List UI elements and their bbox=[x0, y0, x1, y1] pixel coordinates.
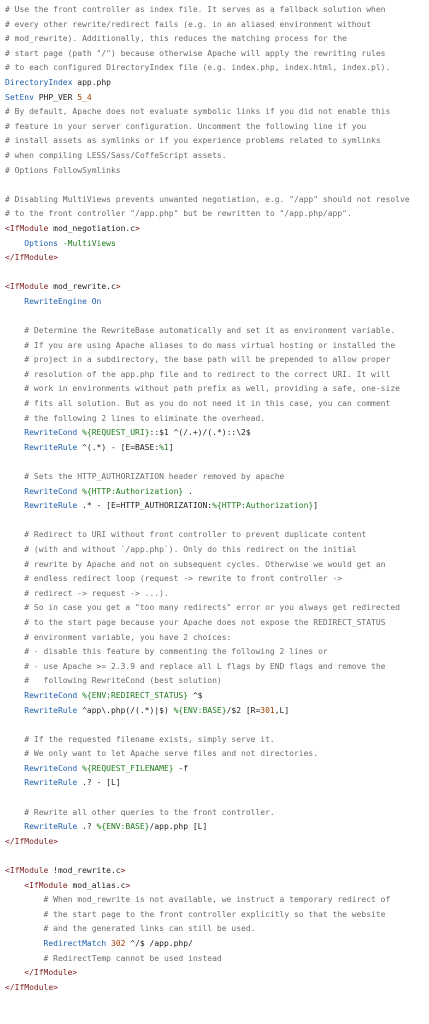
code-line bbox=[5, 295, 429, 310]
code-line bbox=[5, 120, 429, 135]
code-variable: -MultiViews bbox=[62, 238, 116, 248]
code-comment: # install assets as symlinks or if you experience problems related to symlinks bbox=[5, 136, 381, 146]
code-text bbox=[5, 881, 24, 890]
code-text: /app.php [L] bbox=[149, 822, 208, 832]
code-tag: > bbox=[135, 223, 140, 233]
code-text: app.php bbox=[72, 77, 111, 87]
code-line bbox=[5, 91, 429, 106]
code-line bbox=[5, 893, 429, 908]
code-text: -f bbox=[173, 763, 189, 773]
code-text: PHP_VER bbox=[33, 92, 78, 102]
code-line bbox=[5, 776, 429, 791]
code-line bbox=[5, 309, 429, 324]
code-line bbox=[5, 864, 429, 879]
code-comment: # RedirectTemp cannot be used instead bbox=[43, 953, 222, 963]
code-line bbox=[5, 149, 429, 164]
code-line bbox=[5, 237, 429, 252]
code-text: mod_negotiation.c bbox=[48, 223, 136, 233]
code-text bbox=[5, 749, 24, 758]
code-line bbox=[5, 966, 429, 981]
code-text: ^/$ /app.php/ bbox=[125, 939, 193, 948]
code-text: .? - [L] bbox=[77, 778, 121, 788]
code-line bbox=[5, 674, 429, 689]
code-text bbox=[5, 939, 44, 948]
code-line bbox=[5, 3, 429, 18]
code-comment: # If you are using Apache aliases to do mass virtual hosting or installed the bbox=[24, 340, 396, 350]
code-tag: > bbox=[115, 282, 121, 292]
code-text bbox=[5, 370, 24, 379]
code-text bbox=[5, 895, 44, 904]
code-line bbox=[5, 587, 429, 602]
code-line bbox=[5, 280, 429, 295]
code-line bbox=[5, 762, 429, 777]
code-line bbox=[5, 835, 429, 850]
code-text: . bbox=[183, 486, 193, 496]
code-line bbox=[5, 558, 429, 573]
code-comment: # every other rewrite/redirect fails (e.g. in an aliased environment without bbox=[5, 19, 372, 29]
code-variable: %{HTTP:Authorization} bbox=[82, 486, 184, 496]
code-comment: # to the front controller "/app.php" but be rewritten to "/app.php/app". bbox=[5, 209, 352, 219]
code-text bbox=[5, 603, 24, 612]
code-comment: # - use Apache >= 2.3.9 and replace all L flags by END flags and remove the bbox=[24, 661, 386, 671]
code-comment: # When mod_rewrite is not available, we instruct a temporary redirect of bbox=[43, 895, 391, 905]
code-comment: # the start page to the front controller explicitly so that the website bbox=[43, 909, 386, 919]
code-directive: RewriteCond bbox=[24, 763, 78, 773]
code-comment: # endless redirect loop (request -> rewrite to front controller -> bbox=[24, 574, 343, 584]
code-text: ] bbox=[313, 501, 319, 511]
code-variable: %{REQUEST_URI} bbox=[82, 428, 150, 438]
code-text bbox=[5, 778, 24, 787]
code-comment: # resolution of the app.php file and to redirect to the correct URI. It will bbox=[24, 369, 391, 379]
code-line bbox=[5, 18, 429, 33]
code-directive: RewriteEngine bbox=[24, 296, 87, 306]
code-tag: <IfModule bbox=[5, 866, 49, 876]
code-line bbox=[5, 806, 429, 821]
code-line bbox=[5, 32, 429, 47]
code-tag: <IfModule bbox=[5, 223, 49, 233]
code-text bbox=[5, 530, 24, 539]
code-tag: <IfModule bbox=[5, 282, 49, 292]
code-text bbox=[5, 633, 24, 642]
code-directive: Options bbox=[24, 238, 58, 248]
code-text bbox=[5, 618, 24, 627]
code-line bbox=[5, 689, 429, 704]
code-text bbox=[5, 735, 24, 744]
code-text: /$2 [R= bbox=[226, 705, 261, 715]
code-line bbox=[5, 105, 429, 120]
code-tag: </IfModule> bbox=[5, 253, 58, 263]
code-line bbox=[5, 849, 429, 864]
code-text bbox=[5, 822, 24, 831]
code-line bbox=[5, 164, 429, 179]
code-line bbox=[5, 251, 429, 266]
code-directive: RewriteRule bbox=[24, 778, 78, 788]
code-comment: # Options FollowSymlinks bbox=[5, 165, 121, 175]
code-line bbox=[5, 426, 429, 441]
code-comment: # rewrite by Apache and not on subsequent cycles. Otherwise we would get an bbox=[24, 559, 386, 569]
code-line bbox=[5, 324, 429, 339]
code-line bbox=[5, 572, 429, 587]
code-variable: %{HTTP:Authorization} bbox=[212, 501, 314, 511]
code-tag: </IfModule> bbox=[24, 968, 78, 978]
code-directive: RewriteCond bbox=[24, 428, 78, 438]
code-line bbox=[5, 733, 429, 748]
code-comment: # environment variable, you have 2 choices: bbox=[24, 632, 232, 642]
code-text: .? bbox=[77, 822, 97, 832]
code-text bbox=[5, 910, 44, 919]
code-text: mod_alias.c bbox=[67, 880, 126, 890]
code-line bbox=[5, 397, 429, 412]
code-line bbox=[5, 747, 429, 762]
code-line bbox=[5, 266, 429, 281]
code-directive: RewriteRule bbox=[24, 501, 78, 511]
code-line bbox=[5, 441, 429, 456]
code-text bbox=[5, 326, 24, 335]
code-line bbox=[5, 76, 429, 91]
code-text bbox=[5, 472, 24, 481]
code-variable: %{ENV:BASE} bbox=[96, 822, 150, 832]
code-line bbox=[5, 528, 429, 543]
code-comment: # to the start page because your Apache does not expose the REDIRECT_STATUS bbox=[24, 617, 386, 627]
code-line bbox=[5, 704, 429, 719]
code-line bbox=[5, 470, 429, 485]
code-comment: # If the requested filename exists, simply serve it. bbox=[24, 734, 275, 744]
code-tag: > bbox=[120, 866, 126, 876]
code-text bbox=[5, 501, 24, 510]
code-directive: RewriteCond bbox=[24, 486, 78, 496]
code-line bbox=[5, 485, 429, 500]
code-variable: %{ENV:REDIRECT_STATUS} bbox=[82, 690, 189, 700]
code-text bbox=[5, 589, 24, 598]
code-comment: # start page (path "/") because otherwise Apache will apply the rewriting rules bbox=[5, 48, 386, 58]
code-directive: SetEnv bbox=[5, 92, 34, 102]
code-text bbox=[5, 399, 24, 408]
code-text bbox=[5, 341, 24, 350]
code-variable: %{ENV:BASE} bbox=[173, 705, 227, 715]
code-line bbox=[5, 820, 429, 835]
code-line bbox=[5, 412, 429, 427]
code-directive: RewriteRule bbox=[24, 442, 78, 452]
code-comment: # when compiling LESS/Sass/CoffeScript assets. bbox=[5, 150, 227, 160]
code-line bbox=[5, 134, 429, 149]
code-comment: # feature in your server configuration. Uncomment the following line if you bbox=[5, 121, 367, 131]
code-line bbox=[5, 543, 429, 558]
code-text: ^app\.php(/(.*)|$) bbox=[77, 705, 174, 715]
code-text: mod_rewrite.c bbox=[48, 282, 116, 292]
code-comment: # By default, Apache does not evaluate symbolic links if you did not enable this bbox=[5, 107, 391, 117]
code-text bbox=[5, 764, 24, 773]
code-line bbox=[5, 178, 429, 193]
code-text bbox=[5, 239, 24, 248]
code-directive: RedirectMatch bbox=[43, 939, 107, 948]
code-text: ,L] bbox=[274, 705, 290, 715]
code-text: !mod_rewrite.c bbox=[48, 866, 121, 876]
code-comment: # project in a subdirectory, the base path will be prepended to allow proper bbox=[24, 355, 391, 365]
code-number: 301 bbox=[260, 705, 275, 715]
code-flag: On bbox=[91, 296, 102, 306]
code-line bbox=[5, 718, 429, 733]
code-text bbox=[5, 647, 24, 656]
code-text bbox=[5, 574, 24, 583]
code-number: 302 bbox=[110, 939, 126, 948]
code-text bbox=[5, 808, 24, 817]
code-directive: RewriteCond bbox=[24, 690, 78, 700]
code-line bbox=[5, 616, 429, 631]
code-comment: # Rewrite all other queries to the front controller. bbox=[24, 807, 275, 817]
code-line bbox=[5, 47, 429, 62]
code-line bbox=[5, 908, 429, 923]
code-line bbox=[5, 791, 429, 806]
code-text: ^$ bbox=[188, 690, 203, 700]
code-text: ::$1 ^(/.+)/(.*)::\2$ bbox=[149, 428, 251, 438]
code-directive: RewriteRule bbox=[24, 705, 78, 715]
code-comment: # Sets the HTTP_AUTHORIZATION header removed by apache bbox=[24, 472, 285, 481]
code-comment: # following RewriteCond (best solution) bbox=[24, 676, 222, 686]
code-text bbox=[5, 428, 24, 437]
code-text bbox=[5, 414, 24, 423]
code-line bbox=[5, 222, 429, 237]
code-text bbox=[5, 954, 44, 963]
code-comment: # So in case you get a "too many redirects" error or you always get redirected bbox=[24, 603, 400, 613]
code-text bbox=[5, 676, 24, 685]
code-text bbox=[5, 560, 24, 569]
code-comment: # the following 2 lines to eliminate the overhead. bbox=[24, 413, 266, 423]
code-line bbox=[5, 207, 429, 222]
code-variable: %1 bbox=[159, 442, 169, 452]
code-line bbox=[5, 981, 429, 996]
code-comment: # We only want to let Apache serve files and not directories. bbox=[24, 749, 319, 759]
code-line bbox=[5, 193, 429, 208]
code-tag: > bbox=[125, 880, 131, 890]
code-line bbox=[5, 631, 429, 646]
code-line bbox=[5, 382, 429, 397]
code-variable: %{REQUEST_FILENAME} bbox=[82, 763, 174, 773]
code-text bbox=[5, 487, 24, 496]
code-line bbox=[5, 61, 429, 76]
code-line bbox=[5, 922, 429, 937]
code-text bbox=[5, 443, 24, 452]
code-text bbox=[5, 706, 24, 715]
code-text: ] bbox=[168, 442, 174, 452]
code-comment: # mod_rewrite). Additionally, this reduces the matching process for the bbox=[5, 34, 347, 44]
code-comment: # work in environments without path prefix as well, providing a safe, one-size bbox=[24, 384, 400, 394]
code-comment: # Redirect to URI without front controller to prevent duplicate content bbox=[24, 530, 367, 540]
code-line bbox=[5, 339, 429, 354]
code-comment: # - disable this feature by commenting the following 2 lines or bbox=[24, 647, 328, 657]
code-text bbox=[5, 545, 24, 554]
code-line bbox=[5, 645, 429, 660]
code-number: 5_4 bbox=[77, 92, 92, 102]
code-line bbox=[5, 499, 429, 514]
code-comment: # fits all solution. But as you do not need it in this case, you can comment bbox=[24, 399, 391, 409]
code-comment: # to each configured DirectoryIndex file (e.g. index.php, index.html, index.pl). bbox=[5, 63, 391, 73]
code-line bbox=[5, 368, 429, 383]
code-comment: # redirect -> request -> ...). bbox=[24, 588, 169, 598]
code-text: .* - [E=HTTP_AUTHORIZATION: bbox=[77, 501, 213, 511]
code-text: ^(.*) - [E=BASE: bbox=[77, 442, 160, 452]
code-text bbox=[5, 691, 24, 700]
code-line bbox=[5, 660, 429, 675]
code-comment: # (with and without `/app.php`). Only do this redirect on the initial bbox=[24, 544, 357, 554]
code-tag: <IfModule bbox=[24, 880, 68, 890]
code-text bbox=[5, 968, 24, 977]
code-directive: DirectoryIndex bbox=[5, 77, 73, 87]
code-tag: </IfModule> bbox=[5, 836, 58, 846]
code-comment: # Determine the RewriteBase automatically and set it as environment variable. bbox=[24, 326, 396, 336]
code-text bbox=[5, 297, 24, 306]
code-tag: </IfModule> bbox=[5, 982, 58, 992]
code-text bbox=[5, 355, 24, 364]
code-line bbox=[5, 937, 429, 952]
code-comment: # Use the front controller as index file. It serves as a fallback solution when bbox=[5, 5, 386, 14]
code-line bbox=[5, 353, 429, 368]
code-comment: # Disabling MultiViews prevents unwanted negotiation, e.g. "/app" should not resolve bbox=[5, 194, 410, 204]
code-line bbox=[5, 601, 429, 616]
code-text bbox=[5, 924, 44, 933]
code-line bbox=[5, 455, 429, 470]
code-comment: # and the generated links can still be used. bbox=[43, 924, 256, 934]
code-text bbox=[5, 662, 24, 671]
code-line bbox=[5, 879, 429, 894]
code-line bbox=[5, 952, 429, 967]
code-text bbox=[5, 384, 24, 393]
code-line bbox=[5, 514, 429, 529]
code-directive: RewriteRule bbox=[24, 822, 78, 832]
